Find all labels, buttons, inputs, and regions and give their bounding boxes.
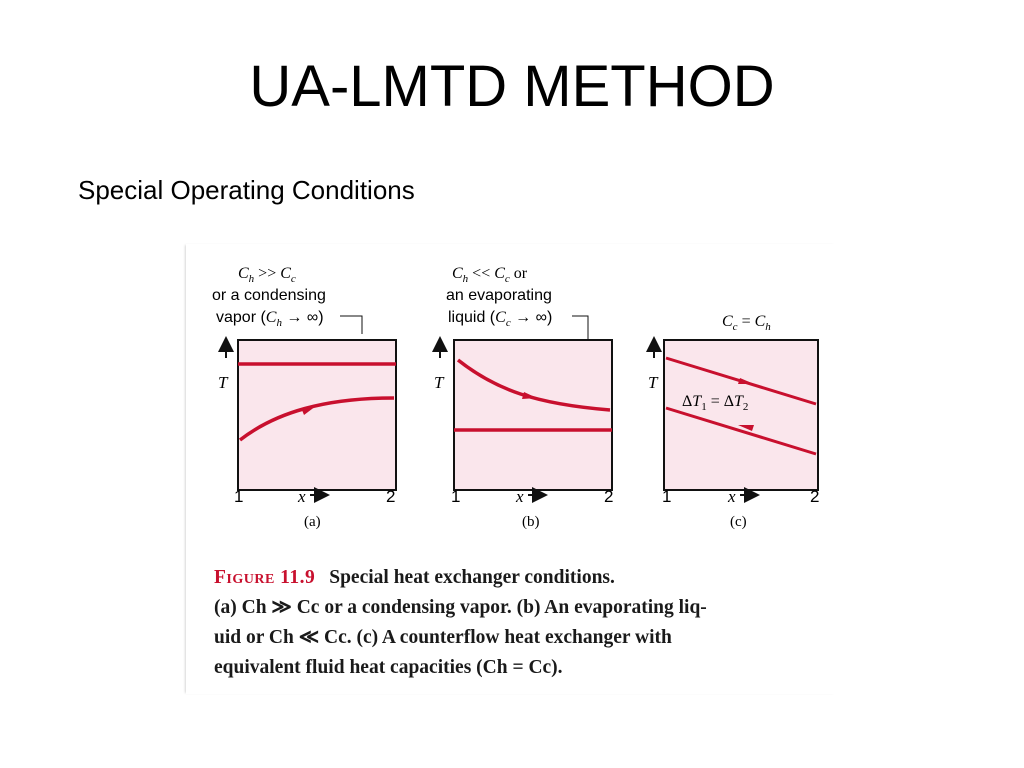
panel-a-label-line1: $C_h >> C_c$	[238, 265, 296, 285]
panel-a-y-axis-label: T	[218, 373, 228, 392]
panel-b-label-line1: $C_h << C_c$ or	[452, 265, 528, 285]
panel-c	[648, 313, 819, 530]
panel-b-label-line3: liquid ($C_c$ → ∞)	[448, 309, 553, 329]
panel-b-caption: (b)	[522, 514, 540, 530]
panel-a-x-end: 2	[386, 487, 396, 506]
panel-b-plot-area	[454, 340, 612, 490]
panel-a-x-start: 1	[234, 487, 244, 506]
caption-line-2: (a) Ch ≫ Cc or a condensing vapor. (b) An evaporating liq-	[214, 597, 707, 618]
panel-b	[434, 265, 613, 530]
panel-b-y-axis-label: T	[434, 373, 444, 392]
panel-c-x-start: 1	[662, 487, 672, 506]
panel-b-x-end: 2	[604, 487, 614, 506]
panel-c-x-axis-label: x	[728, 487, 736, 506]
panel-a-caption: (a)	[304, 514, 321, 530]
panel-a-label-line3: vapor ($C_h$ → ∞)	[216, 309, 324, 329]
figure-caption	[214, 563, 814, 683]
caption-line-1	[214, 563, 814, 593]
panel-c-delta-label: $\Delta T_1 = \Delta T_2$	[682, 393, 749, 413]
panel-a-x-axis-label: x	[298, 487, 306, 506]
slide-title: UA-LMTD METHOD	[249, 54, 775, 119]
caption-line-3: uid or Ch ≪ Cc. (c) A counterflow heat exchanger with	[214, 627, 672, 648]
panel-c-x-end: 2	[810, 487, 820, 506]
panel-a-leader-line	[340, 316, 362, 334]
panel-b-x-axis-label: x	[516, 487, 524, 506]
panel-c-caption: (c)	[730, 514, 747, 530]
panel-c-y-axis-label: T	[648, 373, 658, 392]
panel-a	[212, 265, 396, 530]
panel-c-label-line1: $C_c = C_h$	[722, 313, 771, 333]
panel-b-label-line2: an evaporating	[446, 287, 552, 304]
slide-subtitle: Special Operating Conditions	[78, 175, 415, 205]
panel-b-x-start: 1	[451, 487, 461, 506]
caption-line-1-text: Special heat exchanger conditions.	[329, 567, 615, 588]
caption-line-4: equivalent fluid heat capacities (Ch = Cc).	[214, 657, 563, 678]
caption-figure-label: Figure 11.9	[214, 567, 316, 588]
panel-a-label-line2: or a condensing	[212, 287, 326, 304]
